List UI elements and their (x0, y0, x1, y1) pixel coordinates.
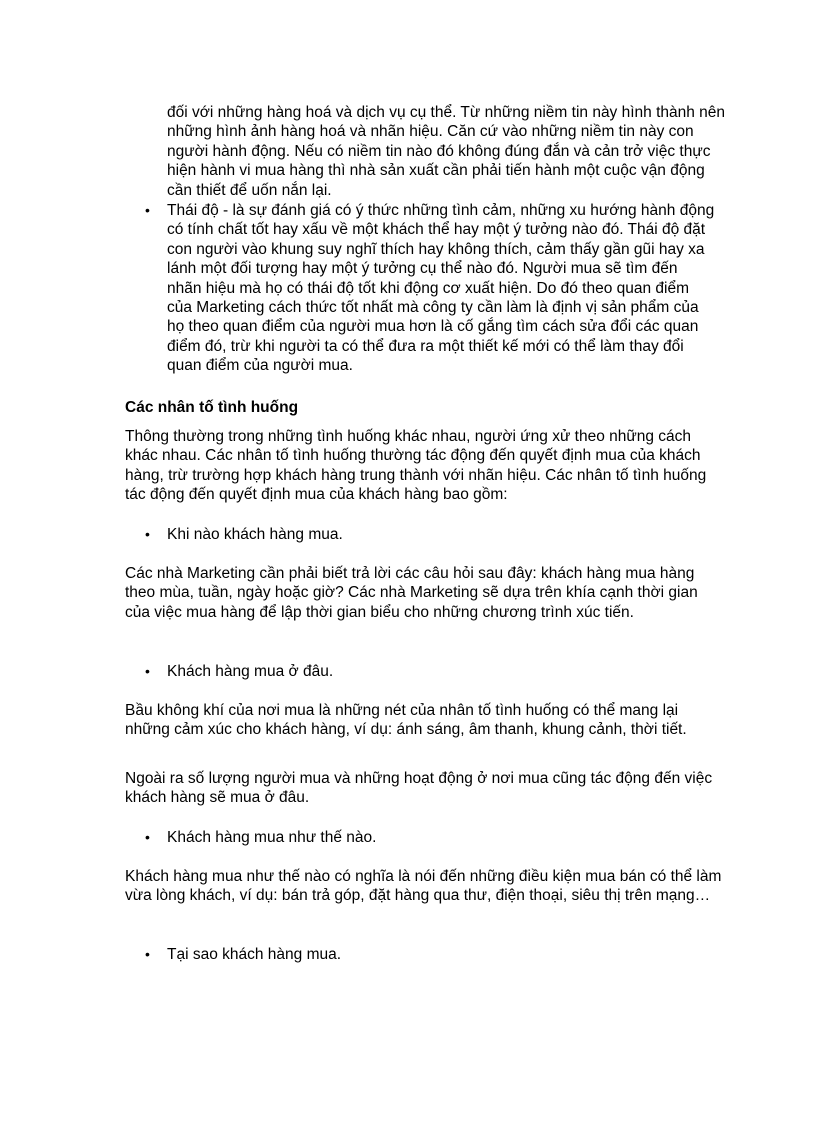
list-item-how: • Khách hàng mua như thế nào. (145, 828, 715, 847)
list-item-why: • Tại sao khách hàng mua. (145, 945, 715, 964)
paragraph-how: Khách hàng mua như thế nào có nghĩa là nói đến những điều kiện mua bán có thể làm vừa lòng khách, ví dụ: bán trả góp, đặt hàng qua thư, điện thoại, siêu thị trên mạng… (125, 868, 722, 905)
list-item-where: • Khách hàng mua ở đâu. (145, 662, 715, 681)
attitude-bullet-list (145, 201, 715, 376)
bullet-list-where (145, 662, 715, 681)
paragraph-when: Các nhà Marketing cần phải biết trả lời các câu hỏi sau đây: khách hàng mua hàng theo mùa, tuần, ngày hoặc giờ? Các nhà Marketing sẽ dựa trên khía cạnh thời gian của việc mua hàng để lập thời gian biểu cho những chương trình xúc tiến. (125, 565, 698, 621)
paragraph-where-1: Bầu không khí của nơi mua là những nét của nhân tố tình huống có thể mang lại những cảm xúc cho khách hàng, ví dụ: ánh sáng, âm thanh, khung cảnh, thời tiết. (125, 702, 687, 739)
bullet-list-when (145, 525, 715, 544)
continuation-paragraph: đối với những hàng hoá và dịch vụ cụ thể. Từ những niềm tin này hình thành nên những hình ảnh hàng hoá và nhãn hiệu. Căn cứ vào những niềm tin này con người hành động. Nếu có niềm tin nào đó không đúng đắn và cản trở việc thực hiện hành vi mua hàng thì nhà sản xuất cần phải tiến hành một cuộc vận động cần thiết để uốn nắn lại. (167, 104, 726, 199)
section-heading: Các nhân tố tình huống (125, 399, 299, 416)
bullet-list-why (145, 945, 715, 964)
bullet-list-how (145, 828, 715, 847)
intro-paragraph: Thông thường trong những tình huống khác nhau, người ứng xử theo những cách khác nhau. Các nhân tố tình huống thường tác động đến quyết định mua của khách hàng, trừ trường hợp khách hàng trung thành với nhãn hiệu. Các nhân tố tình huống tác động đến quyết định mua của khách hàng bao gồm: (125, 428, 707, 504)
list-item-attitude: • Thái độ - là sự đánh giá có ý thức những tình cảm, những xu hướng hành động có tính chất tốt hay xấu về một khách thể hay một ý tưởng nào đó. Thái độ đặt con người vào khung suy nghĩ thích hay không thích, cảm thấy gần gũi hay xa lánh một đối tượng hay một ý tưởng cụ thể nào đó. Người mua sẽ tìm đến nhãn hiệu mà họ có thái độ tốt khi động cơ xuất hiện. Do đó theo quan điểm của Marketing cách thức tốt nhất mà công ty cần làm là định vị sản phẩm của họ theo quan điểm của người mua hơn là cố gắng tìm cách sửa đổi các quan điểm đó, trừ khi người ta có thể đưa ra một thiết kế mới có thể làm thay đổi quan điểm của người mua. (145, 201, 715, 376)
paragraph-where-2: Ngoài ra số lượng người mua và những hoạt động ở nơi mua cũng tác động đến việc khách hàng sẽ mua ở đâu. (125, 770, 713, 807)
list-item-when: • Khi nào khách hàng mua. (145, 525, 715, 544)
